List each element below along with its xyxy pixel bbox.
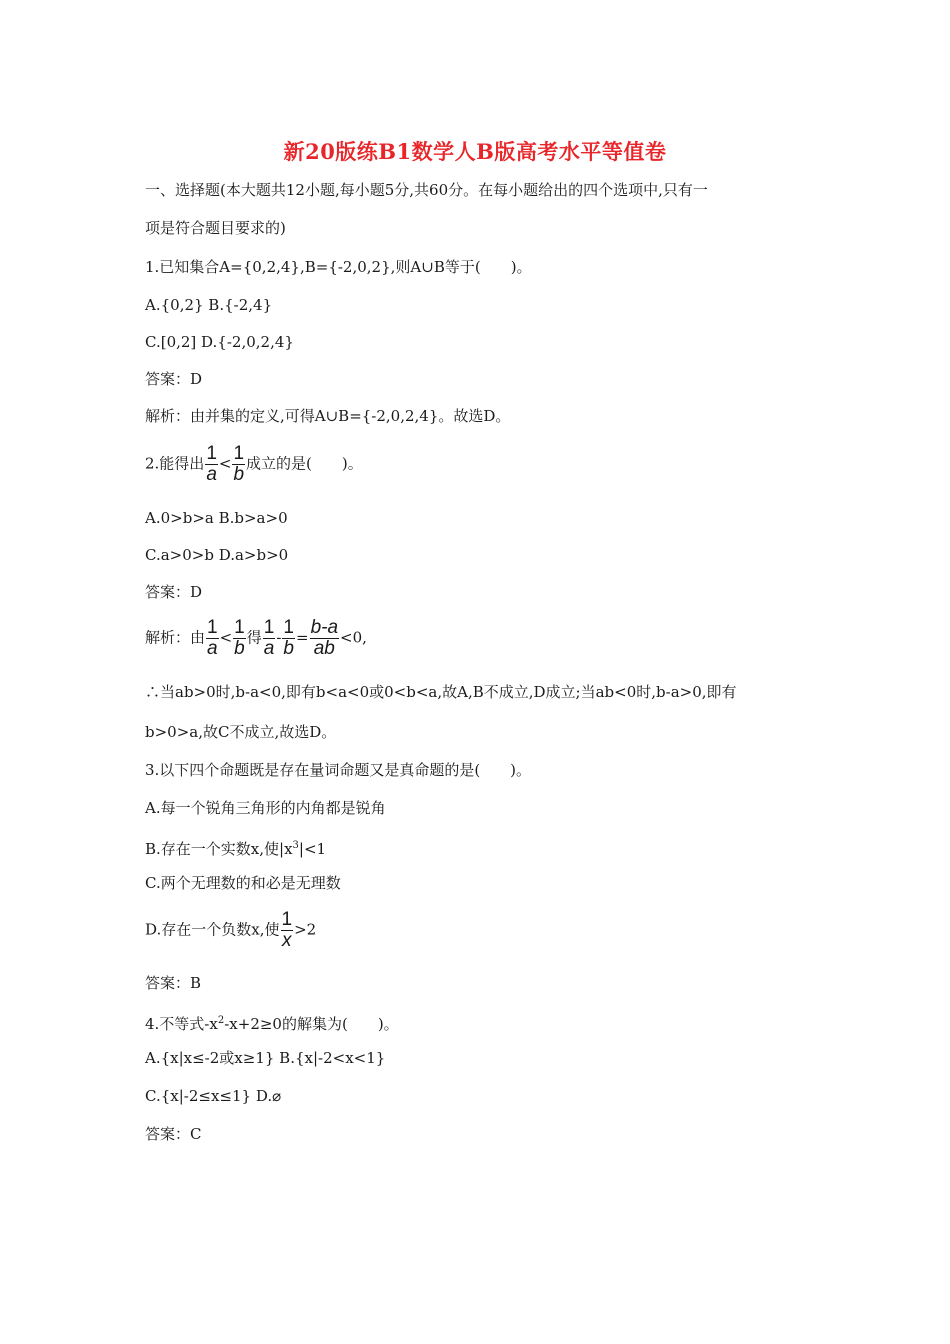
- q2-stem-prefix: 2.能得出: [145, 454, 205, 473]
- q2-options-ab: A.0>b>a B.b>a>0: [145, 509, 288, 527]
- fraction-1-over-a: $\frac{1}{a}$: [207, 617, 218, 659]
- q2-answer: 答案：D: [145, 583, 203, 601]
- q1-analysis: 解析：由并集的定义,可得A∪B={-2,0,2,4}。故选D。: [145, 407, 511, 425]
- q1-stem: 1.已知集合A={0,2,4},B={-2,0,2},则A∪B等于( )。: [145, 258, 532, 276]
- fraction-1-over-a: $\frac{1}{a}$: [263, 617, 275, 659]
- fraction-1-over-a: $\frac{1}{a}$: [206, 443, 217, 485]
- fraction-1-over-b: $\frac{1}{b}$: [234, 617, 245, 659]
- q3-option-b: B.存在一个实数x,使$|x^3|<1$: [145, 840, 327, 858]
- q3-option-c: C.两个无理数的和必是无理数: [145, 874, 341, 892]
- q2-stem-suffix: 成立的是( )。: [246, 454, 363, 473]
- q1-options-cd: C.[0,2] D.{-2,0,2,4}: [145, 333, 294, 351]
- q2-stem: [145, 444, 363, 485]
- fraction-1-over-b: $\frac{1}{b}$: [233, 443, 245, 485]
- q1-answer: 答案：D: [145, 370, 203, 388]
- q2-options-cd: C.a>0>b D.a>b>0: [145, 546, 289, 564]
- q4-options-cd: C.{x|-2≤x≤1} D.⌀: [145, 1087, 282, 1105]
- q2-less-than: <: [218, 454, 232, 473]
- section-heading-line1: 一、选择题(本大题共12小题,每小题5分,共60分。在每小题给出的四个选项中,只有一: [145, 181, 708, 199]
- q4-options-ab: A.{x|x≤-2或x≥1} B.{x|-2<x<1}: [145, 1049, 386, 1067]
- q3-answer: 答案：B: [145, 974, 202, 992]
- q4-stem: 4.不等式$-x^2-x+2\ge 0$的解集为( )。: [145, 1015, 399, 1033]
- q4-answer: 答案：C: [145, 1125, 202, 1143]
- section-heading-line2: 项是符合题目要求的): [145, 219, 286, 237]
- fraction-1-over-b: $\frac{1}{b}$: [283, 617, 294, 659]
- q3-option-d: D.存在一个负数x,使 $\frac{1}{x}$ >2: [145, 909, 317, 951]
- q2-analysis-line3: ∴当ab>0时,b-a<0,即有b<a<0或0<b<a,故A,B不成立,D成立;当ab<0时,b-a>0,即有: [145, 683, 737, 701]
- document-title: 新20版练B1数学人B版高考水平等值卷: [283, 139, 667, 164]
- q1-options-ab: A.{0,2} B.{-2,4}: [145, 296, 273, 314]
- q2-analysis-line4: b>0>a,故C不成立,故选D。: [145, 723, 337, 741]
- fraction-bma-over-ab: $\frac{b-a}{ab}$: [310, 617, 339, 659]
- fraction-1-over-x: $\frac{1}{x}$: [281, 909, 293, 951]
- q3-stem: 3.以下四个命题既是存在量词命题又是真命题的是( )。: [145, 761, 532, 779]
- q3-option-a: A.每一个锐角三角形的内角都是锐角: [145, 799, 386, 817]
- q2-analysis-formula: 解析：由 $\frac{1}{a}$ < $\frac{1}{b}$ 得 $\frac{1}{a}$ - $\frac{1}{b}$ = $\frac{b-a}{ab}$ <0,: [145, 617, 367, 659]
